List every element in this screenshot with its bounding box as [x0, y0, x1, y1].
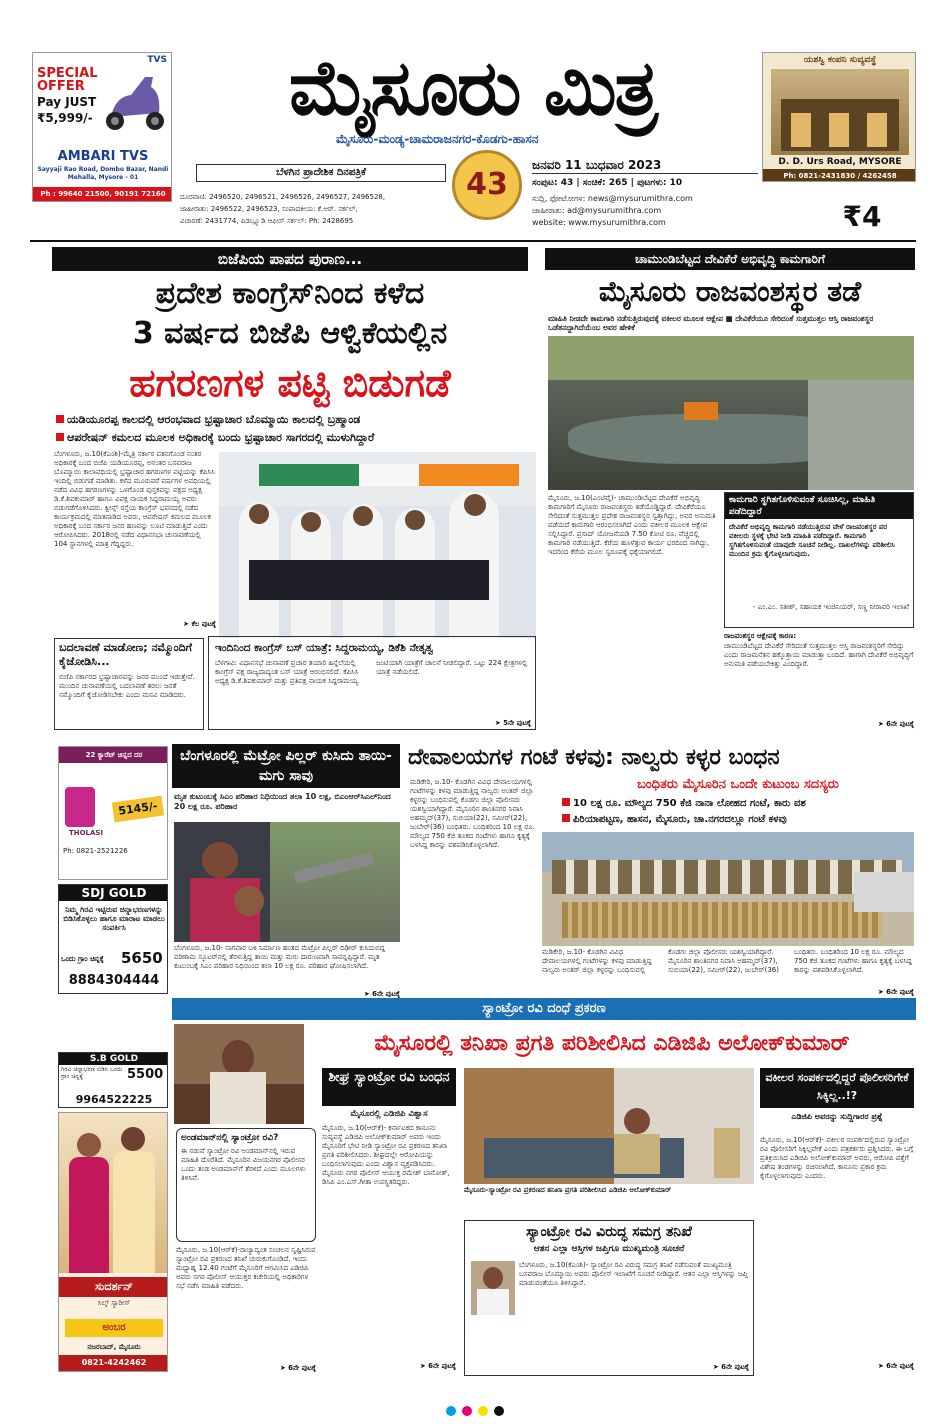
lead-bullet-1 — [56, 412, 536, 427]
arrest-title: ಶೀಘ್ರ ಸ್ಯಾಂಟ್ರೋ ರವಿ ಬಂಧನ — [322, 1068, 456, 1106]
lead-bullet-2 — [56, 430, 536, 445]
tholasi-ad[interactable] — [58, 746, 168, 880]
lead-byline: ➤ ಕೆಲ ಪುಟಕ್ಕೆ — [183, 620, 216, 628]
tvs-address: Sayyaji Rao Road, Dombo Bazar, Nandi Mehalla, Mysore - 01 — [37, 166, 169, 181]
lead-bullet-2-text: ಆಪರೇಷನ್ ಕಮಲದ ಮೂಲಕ ಅಧಿಕಾರಕ್ಕೆ ಬಂದು ಭ್ರಷ್ಟಾಚಾರ ಸಾಗರದಲ್ಲಿ ಮುಳುಗಿದ್ದಾರೆ — [67, 431, 375, 444]
yashaswi-ad[interactable] — [762, 52, 916, 182]
chamundi-byline: ➤ 6ನೇ ಪುಟಕ್ಕೆ — [877, 720, 914, 728]
lead-sidebar-text: ಬಿಜೆಪಿ ಸರ್ಕಾರದ ಭ್ರಷ್ಟಾಚಾರವನ್ನು ಜನರ ಮುಂದೆ ಇಡುತ್ತೇವೆ. ಮುಂದಿನ ಚುನಾವಣೆಯಲ್ಲಿ ಬದಲಾವಣೆ ತರಲು ಜನತೆ ನಮ್ಮೊಂದಿಗೆ ಕೈಜೋಡಿಸಬೇಕು ಎಂದು ಮನವಿ ಮಾಡಿದರು. — [59, 673, 195, 699]
lead-head-3: ಹಗರಣಗಳ ಪಟ್ಟಿ ಬಿಡುಗಡೆ — [129, 361, 451, 405]
bus-yatra-box — [208, 636, 536, 730]
santro-left-text: ಮೈಸೂರು, ಜ.10(ಆರ್‌ಕೆ)-ರಾಜ್ಯಾದ್ಯಂತ ಸಂಚಲನ ಸೃಷ್ಟಿಸಿರುವ ಸ್ಯಾಂಟ್ರೋ ರವಿ ಪ್ರಕರಣದ ತನಿಖೆ ಚುರುಕುಗೊಂಡಿದೆ. ಇಂದು ಮಧ್ಯಾಹ್ನ 12.40 ಗಂಟೆಗೆ ಮೈಸೂರಿಗೆ ಆಗಮಿಸಿದ ಎಡಿಜಿಪಿ ಅವರು ನಗರ ಪೊಲೀಸ್ ಆಯುಕ್ತರ ಕಚೇರಿಯಲ್ಲಿ ಅಧಿಕಾರಿಗಳ ಸಭೆ ನಡೆಸಿ ಮಾಹಿತಿ ಪಡೆದರು. — [176, 1246, 316, 1290]
lawyer-text: ಮೈಸೂರು, ಜ.10(ಆರ್‌ಕೆ)- ವಕೀಲರ ಸಂಪರ್ಕದಲ್ಲಿರುವ ಸ್ಯಾಂಟ್ರೋ ರವಿ ಪೊಲೀಸರಿಗೆ ಸಿಕ್ಕಿಲ್ಲವೇಕೆ ಎಂದು ಪತ್ರಕರ್ತರು ಪ್ರಶ್ನಿಸಿದರು. ಈ ಬಗ್ಗೆ ಪ್ರತಿಕ್ರಿಯಿಸಿದ ಎಡಿಜಿಪಿ ಅಲೋಕ್‌ಕುಮಾರ್ ಅವರು, ಆರೋಪಿ ಪತ್ತೆಗೆ ವಿಶೇಷ ತಂಡಗಳನ್ನು ರಚಿಸಲಾಗಿದೆ. ಕಾನೂನು ಪ್ರಕಾರ ಕ್ರಮ ಕೈಗೊಳ್ಳಲಾಗುವುದು ಎಂದರು. — [760, 1136, 914, 1180]
yashaswi-name: ಯಶಸ್ವಿ ಕಂಪನಿ ಸುವ್ಯವಸ್ಥೆ — [803, 55, 877, 65]
masthead-website: website: www.mysurumithra.com — [532, 218, 666, 227]
tholasi-logo — [65, 787, 95, 827]
sudarshan-name: ಸುದರ್ಶನ್ — [59, 1277, 168, 1297]
sb-text: ಗಿರವಿ ಚಿನ್ನಾಭರಣ ಬಿಡಿಸಿ ಒಂದು ಗ್ರಾಂ ಚಿನ್ನಕ್ಕೆ — [61, 1066, 123, 1080]
price: ₹4 — [842, 200, 882, 233]
chamundi-head: ಮೈಸೂರು ರಾಜವಂಶಸ್ಥರ ತಡೆ — [598, 275, 862, 308]
tholasi-name: THOLASI — [68, 829, 104, 837]
metro-head: ಬೆಂಗಳೂರಲ್ಲಿ ಮೆಟ್ರೋ ಪಿಲ್ಲರ್ ಕುಸಿದು ತಾಯಿ-ಮಗು ಸಾವು — [172, 744, 400, 788]
lawyer-sub: ಎಡಿಜಿಪಿ ಅವರನ್ನು ಸುದ್ದಿಗಾರರ ಪ್ರಶ್ನೆ — [791, 1112, 883, 1121]
masthead-title: ಮೈಸೂರು ಮಿತ್ರ — [288, 43, 657, 132]
reg-mark-magenta — [462, 1406, 472, 1416]
reg-mark-cyan — [446, 1406, 456, 1416]
probe-byline: ➤ 6ನೇ ಪುಟಕ್ಕೆ — [712, 1363, 749, 1371]
probe-box — [464, 1220, 754, 1376]
chamundi-photo — [548, 336, 914, 490]
arrest-sub: ಮೈಸೂರಲ್ಲಿ ಎಡಿಜಿಪಿ ವಿಶ್ವಾಸ — [350, 1110, 428, 1119]
adgp-photo — [464, 1068, 754, 1184]
temple-body-lower: ಮಡಿಕೇರಿ, ಜ.10- ಕೊಡಗಿನ ವಿವಿಧ ದೇವಾಲಯಗಳಲ್ಲಿ ಗಂಟೆಗಳನ್ನು ಕಳವು ಮಾಡುತ್ತಿದ್ದ ನಾಲ್ವರು ಅಂತರ್ ಜಿಲ್ಲಾ ಕಳ್ಳರನ್ನು ಬಂಧಿಸುವಲ್ಲಿ ಕೊಡಗು ಜಿಲ್ಲಾ ಪೊಲೀಸರು ಯಶಸ್ವಿಯಾಗಿದ್ದಾರೆ. ಮೈಸೂರಿನ ಶಾಂತಿನಗರ ನಿವಾಸಿ ಅಹಮ್ಮದ್(37), ಸುಬಿಯಾ(22), ಸಮೀರ್(22), ಜುಬೇರ್(36) ಬಂಧಿತರು. ಬಂಧಿತರಿಂದ 10 ಲಕ್ಷ ರೂ. ಮೌಲ್ಯದ 750 ಕೆಜಿ ತೂಕದ ಗಂಟೆಗಳು ಹಾಗೂ ಕೃತ್ಯಕ್ಕೆ ಬಳಸಿದ್ದ ಕಾರನ್ನು ವಶಪಡಿಸಿಕೊಳ್ಳಲಾಗಿದೆ. — [542, 948, 912, 974]
tvs-ad[interactable] — [32, 52, 172, 202]
sdj-rate: 5650 — [121, 949, 163, 967]
yashaswi-road: D. D. Urs Road, MYSORE — [778, 157, 902, 167]
reg-mark-black — [494, 1406, 504, 1416]
scooter-image — [101, 67, 169, 133]
masthead-rule — [30, 240, 916, 242]
masthead-regions: ಮೈಸೂರು-ಮಂಡ್ಯ-ಚಾಮರಾಜನಗರ-ಕೊಡಗು-ಹಾಸನ — [336, 132, 539, 146]
sudarshan-place: ನಜರಬಾದ್, ಮೈಸೂರು — [87, 1343, 141, 1351]
couple-photo — [59, 1113, 168, 1273]
temple-subhead: ಬಂಧಿತರು ಮೈಸೂರಿನ ಒಂದೇ ಕುಟುಂಬ ಸದಸ್ಯರು — [637, 777, 839, 792]
lawyer-byline: ➤ 6ನೇ ಪುಟಕ್ಕೆ — [877, 1362, 914, 1370]
lead-sidebar-title: ಬದಲಾವಣೆ ಮಾಡೋಣ; ನಮ್ಮೊಂದಿಗೆ ಕೈಜೋಡಿಸಿ... — [59, 641, 192, 668]
masthead-date: ಜನವರಿ 11 ಬುಧವಾರ 2023 — [532, 158, 758, 174]
sb-name: S.B GOLD — [59, 1053, 168, 1065]
tvs-dealer: AMBARI TVS — [57, 149, 149, 164]
santro-head: ಮೈಸೂರಲ್ಲಿ ತನಿಖಾ ಪ್ರಗತಿ ಪರಿಶೀಲಿಸಿದ ಎಡಿಜಿಪಿ ಅಲೋಕ್‌ಕುಮಾರ್ — [374, 1031, 850, 1056]
sb-rate: 5500 — [127, 1067, 164, 1082]
temple-byline: ➤ 6ನೇ ಪುಟಕ್ಕೆ — [877, 988, 914, 996]
bus-yatra-byline: ➤ 5ನೇ ಪುಟಕ್ಕೆ — [494, 719, 531, 727]
temple-bullet-2-text: ಪಿರಿಯಾಪಟ್ಟಣ, ಹಾಸನ, ಮೈಸೂರು, ಚಾ.ನಗರದಲ್ಲೂ ಗಂಟೆ ಕಳವು — [573, 814, 787, 825]
metro-byline: ➤ 6ನೇ ಪುಟಕ್ಕೆ — [363, 990, 400, 998]
lawyer-title: ವಕೀಲರ ಸಂಪರ್ಕದಲ್ಲಿದ್ದರೆ ಪೊಲೀಸರಿಗೇಕೆ ಸಿಕ್ಕಿಲ್ಲ..!? — [760, 1068, 914, 1108]
chamundi-side-title: ಕಾಮಗಾರಿ ಸ್ಥಗಿತಗೊಳಿಸುವಂತೆ ಸೂಚಿಸಿಲ್ಲ, ಮಾಹಿತಿ ಪಡೆದಿದ್ದಾರೆ — [725, 493, 913, 519]
sdj-rate-label: ಒಂದು ಗ್ರಾಂ ಚಿನ್ನಕ್ಕೆ — [61, 955, 104, 963]
building-image — [771, 69, 909, 155]
tvs-logo: TVS — [147, 55, 167, 65]
santro-kicker-bar — [172, 998, 916, 1020]
santro-ravi-photo — [174, 1024, 304, 1124]
anniversary-number: 43 — [466, 167, 508, 202]
chamundi-side-box — [724, 492, 914, 628]
bus-yatra-title: ಇಂದಿನಿಂದ ಕಾಂಗ್ರೆಸ್ ಬಸ್ ಯಾತ್ರೆ: ಸಿದ್ದರಾಮಯ್ಯ, ಡಿಕೆಶಿ ನೇತೃತ್ವ — [215, 642, 434, 654]
arrest-byline: ➤ 6ನೇ ಪುಟಕ್ಕೆ — [419, 1362, 456, 1370]
temple-bullet-2 — [562, 812, 918, 827]
chamundi-bullet: ಮಾಹಿತಿ ನೀಡದೇ ಕಾಮಗಾರಿ ನಡೆಸುತ್ತಿರುವುದಕ್ಕೆ ವಕೀಲರ ಮೂಲಕ ಆಕ್ಷೇಪ ■ ದೇವಿಕೆರೆಯೂ ಸೇರಿದಂತೆ ಸುತ್ತಮುತ್ತಲ ಆಸ್ತಿ ರಾಜವಂಶಸ್ಥರ ಒಡೆತನದ್ದಾಗಿದೆಯೆಂಬ ಅವರ ಹೇಳಿಕೆ — [548, 314, 874, 332]
andaman-text: ಈ ನಡುವೆ ಸ್ಯಾಂಟ್ರೋ ರವಿ ಅಂಡಮಾನ್‌ನಲ್ಲಿ ಇರುವ ಮಾಹಿತಿ ದೊರೆತಿದೆ. ಮೈಸೂರಿನ ವಿಜಯನಗರ ಪೊಲೀಸರ ಒಂದು ತಂಡ ಅಂಡಮಾನ್‌ಗೆ ತೆರಳಿದೆ ಎಂದು ಮೂಲಗಳು ತಿಳಿಸಿವೆ. — [181, 1147, 306, 1182]
yashaswi-phone: Ph: 0821-2431830 / 4262458 — [763, 169, 916, 182]
lead-body: ಬೆಂಗಳೂರು, ಜ.10(ಕೆಎಂಶಿ)-ಮೈತ್ರಿ ಸರ್ಕಾರ ಪತನಗೊಂಡ ನಂತರ ಅಧಿಕಾರಕ್ಕೆ ಬಂದ ಬಿಜೆಪಿ ಯಡಿಯೂರಪ್ಪ, ಅನಂತರ ಬಸವರಾಜ ಬೊಮ್ಮಾಯಿ ಕಾಲಾವಧಿಯಲ್ಲಿ ಭ್ರಷ್ಟಾಚಾರ ಹಗರಣಗಳ ಪಟ್ಟಿಯನ್ನು ಕೆಪಿಸಿಸಿ ಇಂದಿಲ್ಲಿ ಬಿಡುಗಡೆ ಮಾಡಿತು. ಕಳೆದ ಮೂರುವರೆ ವರ್ಷಗಳ ಅವಧಿಯಲ್ಲಿ ನಡೆದ ವಿವಿಧ ಹಗರಣಗಳನ್ನು ಒಳಗೊಂಡ ಪುಸ್ತಕವನ್ನು ಪಕ್ಷದ ಅಧ್ಯಕ್ಷ ಡಿ.ಕೆ.ಶಿವಕುಮಾರ್ ಹಾಗೂ ವಿಪಕ್ಷ ನಾಯಕ ಸಿದ್ದರಾಮಯ್ಯ ಅವರು ಬಿಡುಗಡೆಗೊಳಿಸಿದರು. ಕ್ವೀನ್ಸ್ ರಸ್ತೆಯ ಕಾಂಗ್ರೆಸ್ ಭವನದಲ್ಲಿ ನಡೆದ ಕಾರ್ಯಕ್ರಮದಲ್ಲಿ ಮಾತನಾಡಿದ ಅವರು, ಆಪರೇಷನ್ ಕಮಲದ ಮೂಲಕ ಅಧಿಕಾರಕ್ಕೆ ಬಂದ ಸರ್ಕಾರ ಜನರ ಹಣವನ್ನು ಲೂಟಿ ಮಾಡುತ್ತಿದೆ ಎಂದು ಆರೋಪಿಸಿದರು. 2018ರಲ್ಲಿ ನಡೆದ ವಿಧಾನಸಭಾ ಚುನಾವಣೆಯಲ್ಲಿ 104 ಸ್ಥಾನಗಳಲ್ಲಿ ಮಾತ್ರ ಗೆದ್ದಿದ್ದರು. — [54, 450, 215, 548]
anniversary-badge — [452, 150, 522, 220]
lead-head-2: 3 ವರ್ಷದ ಬಿಜೆಪಿ ಆಳ್ವಿಕೆಯಲ್ಲಿನ — [132, 316, 448, 351]
lead-kicker: ಬಿಜೆಪಿಯ ಪಾಪದ ಪುರಾಣ... — [52, 247, 528, 271]
chamundi-kicker: ಚಾಮುಂಡಿಬೆಟ್ಟದ ದೇವಿಕೆರೆ ಅಭಿವೃದ್ಧಿ ಕಾಮಗಾರಿಗೆ — [545, 248, 915, 270]
masthead-issue: ಸಂಪುಟ: 43 | ಸಂಚಿಕೆ: 265 | ಪುಟಗಳು: 10 — [532, 178, 683, 188]
lead-photo — [219, 452, 536, 638]
tholasi-phone: Ph: 0821-2521226 — [63, 847, 128, 855]
metro-body: ಬೆಂಗಳೂರು, ಜ.10- ನಾಗವಾರ ಬಳಿ ನಿರ್ಮಾಣ ಹಂತದ ಮೆಟ್ರೋ ಪಿಲ್ಲರ್ ದಿಢೀರ್ ಕುಸಿದುಬಿದ್ದ ಪರಿಣಾಮ ಸ್ಕೂಟರ್‌ನಲ್ಲಿ ತೆರಳುತ್ತಿದ್ದ ತಾಯಿ ಮತ್ತು ಮಗು ದಾರುಣವಾಗಿ ಸಾವನ್ನಪ್ಪಿದ್ದಾರೆ. ಮೃತ ಕುಟುಂಬಕ್ಕೆ ಸಿಎಂ ಪರಿಹಾರ ನಿಧಿಯಿಂದ ತಲಾ 10 ಲಕ್ಷ ರೂ. ಪರಿಹಾರ ಘೋಷಿಸಲಾಗಿದೆ. — [174, 944, 385, 970]
sudarshan-sub: ಸಿಲ್ಕ್ ಸ್ಯಾರೀಸ್ — [97, 1299, 131, 1307]
tholasi-head: 22 ಕ್ಯಾರೆಟ್ ಚಿನ್ನದ ದರ — [59, 747, 168, 763]
arrest-text: ಮೈಸೂರು, ಜ.10(ಆರ್‌ಕೆ)- ಕರ್ನಾಟಕದ ಕಾನೂನು ಸುವ್ಯವಸ್ಥೆ ಎಡಿಜಿಪಿ ಅಲೋಕ್‌ಕುಮಾರ್ ಅವರು ಇಂದು ಮೈಸೂರಿಗೆ ಭೇಟಿ ನೀಡಿ ಸ್ಯಾಂಟ್ರೋ ರವಿ ಪ್ರಕರಣದ ತನಿಖಾ ಪ್ರಗತಿ ಪರಿಶೀಲಿಸಿದರು. ಶೀಘ್ರದಲ್ಲೇ ಆರೋಪಿಯನ್ನು ಬಂಧಿಸಲಾಗುವುದು ಎಂದು ವಿಶ್ವಾಸ ವ್ಯಕ್ತಪಡಿಸಿದರು. ಮೈಸೂರು ನಗರ ಪೊಲೀಸ್ ಆಯುಕ್ತ ರಮೇಶ್ ಬಾನೋತ್, ಡಿಸಿಪಿ ಎಂ.ಎಸ್.ಗೀತಾ ಉಪಸ್ಥಿತರಿದ್ದರು. — [322, 1124, 450, 1186]
chamundi-side2-text: ಚಾಮುಂಡಿಬೆಟ್ಟದ ದೇವಿಕೆರೆ ಸೇರಿದಂತೆ ಸುತ್ತಮುತ್ತಲ ಆಸ್ತಿ ರಾಜವಂಶಸ್ಥರಿಗೆ ಸೇರಿದ್ದು ಎಂದು ರಾಜಮನೆತನ ಹಕ್ಕೊತ್ತಾಯ ಮಾಡುತ್ತಾ ಬಂದಿದೆ. ಹಾಗಾಗಿ ದೇವಿಕೆರೆ ಅಭಿವೃದ್ಧಿಗೆ ಅನುಮತಿ ಪಡೆಯಬೇಕಿತ್ತು ಎಂದಿದ್ದಾರೆ. — [724, 642, 914, 668]
lead-head-1: ಪ್ರದೇಶ ಕಾಂಗ್ರೆಸ್‌ನಿಂದ ಕಳೆದ — [155, 276, 425, 311]
temple-bullet-1-text: 10 ಲಕ್ಷ ರೂ. ಮೌಲ್ಯದ 750 ಕೆಜಿ ನಾನಾ ಲೋಹದ ಗಂಟೆ, ಕಾರು ವಶ — [573, 798, 806, 809]
lead-bullet-1-text: ಯಡಿಯೂರಪ್ಪ ಕಾಲದಲ್ಲಿ ಆರಂಭವಾದ ಭ್ರಷ್ಟಾಚಾರ ಬೊಮ್ಮಾಯಿ ಕಾಲದಲ್ಲಿ ಬ್ರಹ್ಮಾಂಡ — [67, 413, 361, 426]
santro-caption: ಮೈಸೂರು-ಸ್ಯಾಂಟ್ರೋ ರವಿ ಪ್ರಕರಣದ ತನಿಖಾ ಪ್ರಗತಿ ಪರಿಶೀಲಿಸಿದ ಎಡಿಜಿಪಿ ಅಲೋಕ್‌ಕುಮಾರ್ — [464, 1186, 672, 1194]
chamundi-side-quote: ದೇವಿಕೆರೆ ಅಭಿವೃದ್ಧಿ ಕಾಮಗಾರಿ ನಡೆಯುತ್ತಿರುವ ವೇಳೆ ರಾಜವಂಶಸ್ಥರ ಪರ ವಕೀಲರು ಸ್ಥಳಕ್ಕೆ ಭೇಟಿ ನೀಡಿ ಮಾಹಿತಿ ಪಡೆದಿದ್ದಾರೆ. ಕಾಮಗಾರಿ ಸ್ಥಗಿತಗೊಳಿಸುವಂತೆ ಯಾವುದೇ ಸೂಚನೆ ನೀಡಿಲ್ಲ. ದಾಖಲೆಗಳನ್ನು ಪರಿಶೀಲಿಸಿ ಮುಂದಿನ ಕ್ರಮ ಕೈಗೊಳ್ಳಲಾಗುವುದು. — [729, 523, 895, 558]
tvs-phone: Ph : 99640 21500, 90191 72160 — [33, 187, 172, 201]
santro-left-byline: ➤ 6ನೇ ಪುಟಕ್ಕೆ — [279, 1364, 316, 1372]
sb-gold-ad[interactable] — [58, 1052, 168, 1108]
masthead-ad-email: ಜಾಹೀರಾತು: ad@mysurumithra.com — [532, 206, 662, 215]
temple-head: ದೇವಾಲಯಗಳ ಗಂಟೆ ಕಳವು: ನಾಲ್ವರು ಕಳ್ಳರ ಬಂಧನ — [408, 745, 780, 770]
tvs-pay: Pay JUST — [37, 95, 97, 109]
probe-text: ಬೆಂಗಳೂರು, ಜ.10(ಕೆಎಂಶಿ)- ಸ್ಯಾಂಟ್ರೋ ರವಿ ವಿರುದ್ಧ ಸಮಗ್ರ ತನಿಖೆ ನಡೆಸುವಂತೆ ಮುಖ್ಯಮಂತ್ರಿ ಬಸವರಾಜ ಬೊಮ್ಮಾಯಿ ಅವರು ಪೊಲೀಸ್ ಇಲಾಖೆಗೆ ಸೂಚನೆ ನೀಡಿದ್ದಾರೆ. ಆತನ ಎಲ್ಲಾ ಆಸ್ತಿಗಳನ್ನು ಜಪ್ತಿ ಮಾಡುವಂತೆಯೂ ತಿಳಿಸಿದ್ದಾರೆ. — [519, 1261, 748, 1287]
masthead-phone-2: ಜಾಹೀರಾತು: 2496522, 2496523, ಸಂಪಾದಕೀಯ: ಕೆ.ಆರ್. ಸರ್ಕಲ್, — [180, 205, 358, 213]
sdj-text: ನಿಮ್ಮ ಗಿರವಿ ಇಟ್ಟಿರುವ ಚಿನ್ನಾಭರಣಗಳನ್ನು ಬಿಡಿಸಿಕೊಳ್ಳಲು ಹಾಗೂ ಮಾರಾಟ ಮಾಡಲು ಸಂಪರ್ಕಿಸಿ — [63, 905, 165, 932]
tvs-amount: ₹5,999/- — [37, 111, 93, 125]
chamundi-body: ಮೈಸೂರು, ಜ.10(ಎಂಟಿವೈ)- ಚಾಮುಂಡಿಬೆಟ್ಟದ ದೇವಿಕೆರೆ ಅಭಿವೃದ್ಧಿ ಕಾಮಗಾರಿಗೆ ಮೈಸೂರು ರಾಜವಂಶಸ್ಥರು ತಡೆಯೊಡ್ಡಿದ್ದಾರೆ. ದೇವಿಕೆರೆಯೂ ಸೇರಿದಂತೆ ಸುತ್ತಮುತ್ತಲ ಪ್ರದೇಶ ರಾಜವಂಶಸ್ಥರ ಸ್ವತ್ತಾಗಿದ್ದು, ಅವರ ಅನುಮತಿ ಪಡೆಯದೆ ಕಾಮಗಾರಿ ಆರಂಭಿಸಲಾಗಿದೆ ಎಂದು ವಕೀಲರ ಮೂಲಕ ಆಕ್ಷೇಪ ಸಲ್ಲಿಸಿದ್ದಾರೆ. ಪ್ರಸಾದ್ ಯೋಜನೆಯಡಿ 7.50 ಕೋಟಿ ರೂ. ವೆಚ್ಚದಲ್ಲಿ ಕಾಮಗಾರಿ ನಡೆಯುತ್ತಿದೆ. ಕೆರೆಯ ಹೂಳೆತ್ತುವ ಕಾರ್ಯ ಭರದಿಂದ ಸಾಗಿದ್ದು, ಇದರಿಂದ ಕೆರೆಯ ಮೂಲ ಸ್ವರೂಪಕ್ಕೆ ಧಕ್ಕೆಯಾಗಲಿದೆ. — [548, 494, 716, 556]
metro-photo — [174, 822, 400, 942]
reg-mark-yellow — [478, 1406, 488, 1416]
sb-phone: 9964522225 — [75, 1093, 153, 1106]
temple-bullet-1 — [562, 796, 918, 811]
probe-title: ಸ್ಯಾಂಟ್ರೋ ರವಿ ವಿರುದ್ಧ ಸಮಗ್ರ ತನಿಖೆ — [526, 1224, 692, 1240]
andaman-box — [176, 1128, 316, 1242]
tholasi-rate: 5145/- — [112, 796, 164, 823]
masthead-news-email: ಸುದ್ದಿ, ಫೋಟೋಗಳ: news@mysurumithra.com — [532, 194, 693, 203]
cm-photo — [471, 1261, 515, 1315]
temple-photo — [542, 832, 914, 946]
sdj-name: SDJ GOLD — [59, 885, 168, 901]
temple-body-col: ಮಡಿಕೇರಿ, ಜ.10- ಕೊಡಗಿನ ವಿವಿಧ ದೇವಾಲಯಗಳಲ್ಲಿ ಗಂಟೆಗಳನ್ನು ಕಳವು ಮಾಡುತ್ತಿದ್ದ ನಾಲ್ವರು ಅಂತರ್ ಜಿಲ್ಲಾ ಕಳ್ಳರನ್ನು ಬಂಧಿಸುವಲ್ಲಿ ಕೊಡಗು ಜಿಲ್ಲಾ ಪೊಲೀಸರು ಯಶಸ್ವಿಯಾಗಿದ್ದಾರೆ. ಮೈಸೂರಿನ ಶಾಂತಿನಗರ ನಿವಾಸಿ ಅಹಮ್ಮದ್(37), ಸುಬಿಯಾ(22), ಸಮೀರ್(22), ಜುಬೇರ್(36) ಬಂಧಿತರು. ಬಂಧಿತರಿಂದ 10 ಲಕ್ಷ ರೂ. ಮೌಲ್ಯದ 750 ಕೆಜಿ ತೂಕದ ಗಂಟೆಗಳು ಹಾಗೂ ಕೃತ್ಯಕ್ಕೆ ಬಳಸಿದ್ದ ಕಾರನ್ನು ವಶಪಡಿಸಿಕೊಳ್ಳಲಾಗಿದೆ. — [410, 778, 535, 849]
lead-sidebar — [54, 638, 204, 730]
chamundi-side-credit: - ಎಂ.ಎಂ. ಸತೀಶ್, ಸಹಾಯಕ ಇಂಜಿನಿಯರ್, ಸಣ್ಣ ನೀರಾವರಿ ಇಲಾಖೆ — [752, 603, 909, 611]
tvs-offer: SPECIAL OFFER — [37, 66, 98, 94]
andaman-title: ಅಂಡಮಾನ್‌ನಲ್ಲಿ ಸ್ಯಾಂಟ್ರೋ ರವಿ? — [181, 1133, 279, 1143]
probe-sub: ಆತನ ಎಲ್ಲಾ ಆಸ್ತಿಗಳ ಜಪ್ತಿಗೂ ಮುಖ್ಯಮಂತ್ರಿ ಸೂಚನೆ — [533, 1244, 685, 1254]
sdj-phone: 8884304444 — [68, 973, 160, 988]
metro-subhead: ಮೃತ ಕುಟುಂಬಕ್ಕೆ ಸಿಎಂ ಪರಿಹಾರ ನಿಧಿಯಿಂದ ತಲಾ 10 ಲಕ್ಷ, ಬಿಎಂಆರ್‌ಸಿಎಲ್‌ನಿಂದ 20 ಲಕ್ಷ ರೂ. ಪರಿಹಾರ — [174, 792, 391, 811]
sudarshan-ad[interactable] — [58, 1112, 168, 1372]
masthead-phone-1: ದೂರವಾಣಿ: 2496520, 2496521, 2496526, 2496527, 2496528, — [180, 193, 386, 201]
masthead-phone-3: ವಿಚಾರಣೆ: 2431774, ಪಿಡಬ್ಲ್ಯೂಡಿ ಆಫೀಸ್ ಸರ್ಕಲ್: Ph: 2428695 — [180, 217, 354, 225]
sdj-gold-ad[interactable] — [58, 884, 168, 994]
santro-kicker: ಸ್ಯಾಂಟ್ರೋ ರವಿ ದಂಧೆ ಪ್ರಕರಣ — [482, 1001, 606, 1016]
sudarshan-phone: 0821-4242462 — [59, 1355, 168, 1371]
chamundi-side2-title: ರಾಜವಂಶಸ್ಥರ ಆಕ್ಷೇಪಕ್ಕೆ ಕಾರಣ: — [724, 632, 797, 640]
bus-yatra-text: ಬೆಳಗಾವಿ: ವಿಧಾನಸಭೆ ಚುನಾವಣೆ ಪ್ರಚಾರ ತಯಾರಿ ಹಿನ್ನೆಲೆಯಲ್ಲಿ ಕಾಂಗ್ರೆಸ್ ಪಕ್ಷ ರಾಜ್ಯದಾದ್ಯಂತ ಬಸ್ ಯಾತ್ರೆ ಆರಂಭಿಸಲಿದೆ. ಕೆಪಿಸಿಸಿ ಅಧ್ಯಕ್ಷ ಡಿ.ಕೆ.ಶಿವಕುಮಾರ್ ಮತ್ತು ಪ್ರತಿಪಕ್ಷ ನಾಯಕ ಸಿದ್ದರಾಮಯ್ಯ ಜಂಟಿಯಾಗಿ ಯಾತ್ರೆಗೆ ಚಾಲನೆ ನೀಡಲಿದ್ದಾರೆ. ಒಟ್ಟು 224 ಕ್ಷೇತ್ರಗಳಲ್ಲಿ ಯಾತ್ರೆ ನಡೆಯಲಿದೆ. — [215, 659, 528, 685]
ambar-name: ಅಂಬರ — [65, 1319, 163, 1337]
masthead-tagline: ಬೆಳಗಿನ ಪ್ರಾದೇಶಿಕ ದಿನಪತ್ರಿಕೆ — [196, 164, 446, 182]
